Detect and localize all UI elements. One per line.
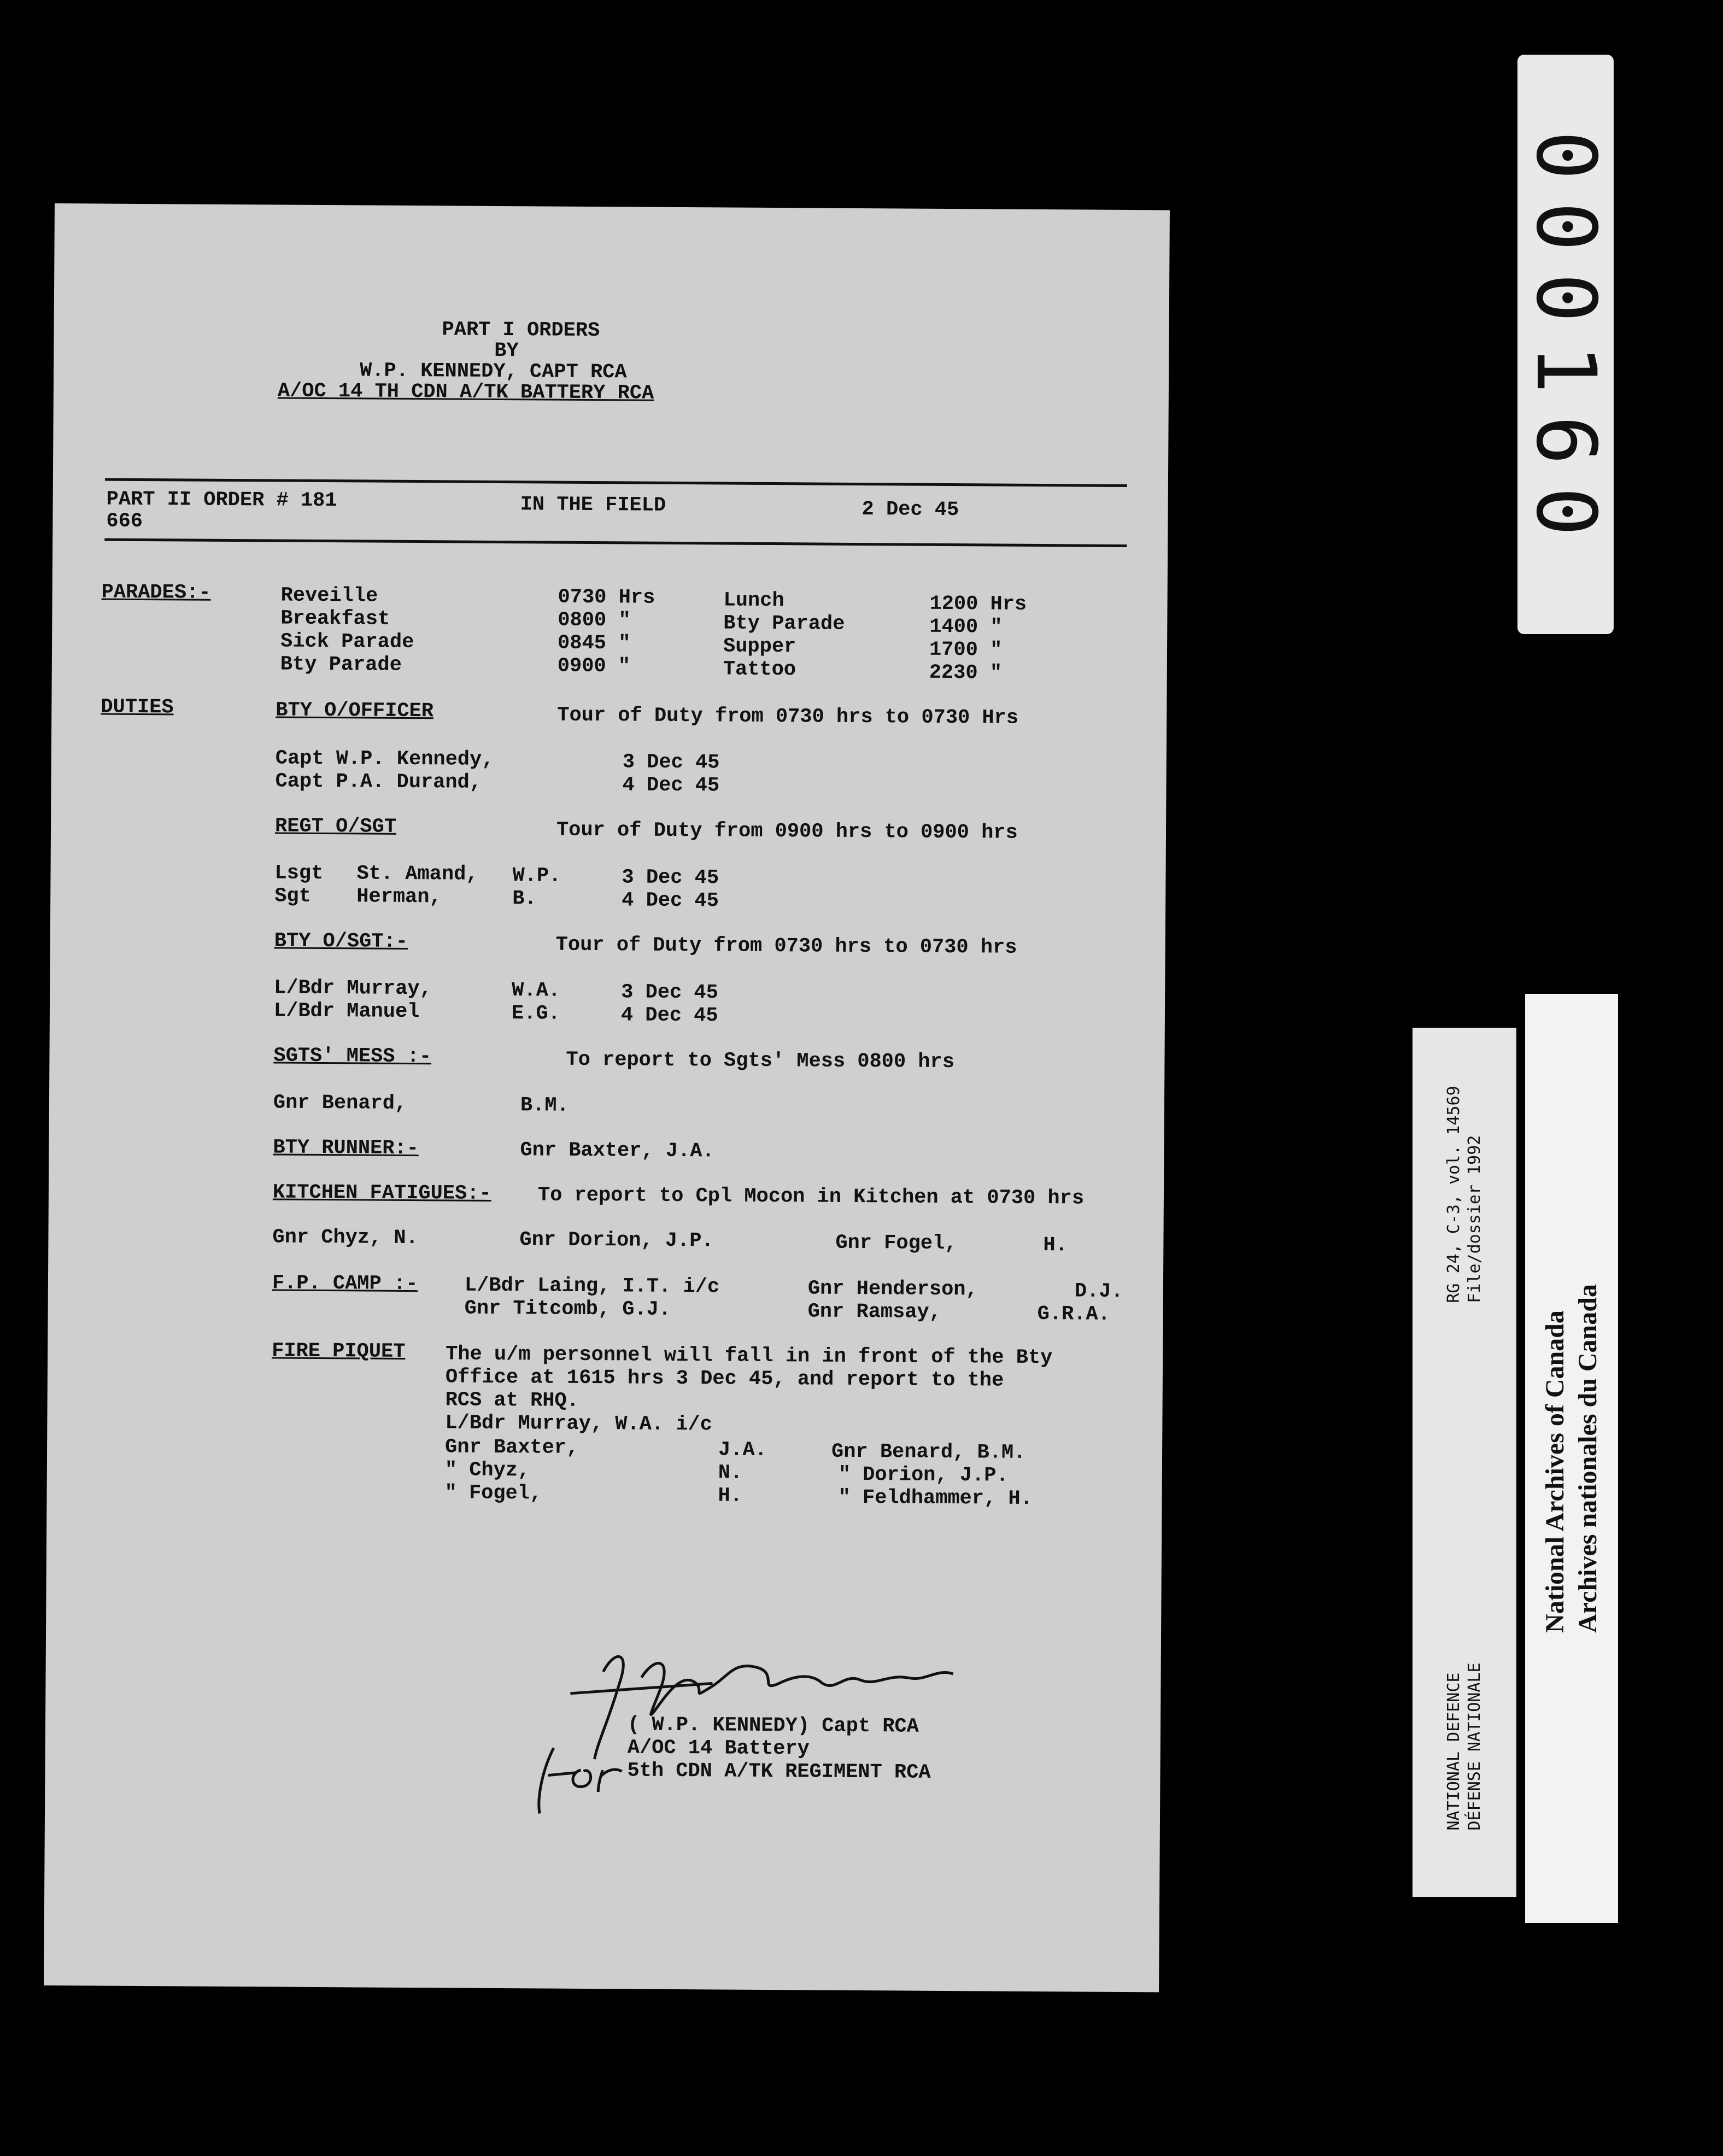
frame-number-tab <box>1517 55 1614 634</box>
header-issuer: W.P. KENNEDY, CAPT RCA <box>360 359 627 384</box>
divider-bottom <box>104 538 1127 547</box>
signature-for <box>548 1754 587 1782</box>
sgts-mess-title: SGTS' MESS :- <box>273 1044 432 1069</box>
sgts-mess-text: To report to Sgts' Mess 0800 hrs <box>566 1048 955 1074</box>
archive-reference <box>1444 1086 1485 1303</box>
fire-piquet-text: Office at 1615 hrs 3 Dec 45, and report to the <box>445 1366 1004 1392</box>
kitchen-text: To report to Cpl Mocon in Kitchen at 0730 hrs <box>537 1184 1085 1210</box>
bty-sgt-initials: E.G. <box>511 1002 560 1026</box>
kitchen-title: KITCHEN FATIGUES:- <box>272 1181 491 1205</box>
fire-piquet-name: Gnr Benard, B.M. <box>831 1440 1026 1464</box>
fire-piquet-initials: N. <box>718 1461 743 1485</box>
bty-sgt-name: L/Bdr Manuel <box>273 999 420 1024</box>
archives-name-en: National Archives of Canada <box>1540 1310 1569 1633</box>
fire-piquet-initials: J.A. <box>718 1438 767 1462</box>
fp-camp-title: F.P. CAMP :- <box>272 1272 418 1296</box>
order-sub-number: 666 <box>106 509 143 533</box>
header-title: PART I ORDERS <box>442 318 600 343</box>
signature-unit-line: 5th CDN A/TK REGIMENT RCA <box>627 1759 931 1784</box>
department-line: NATIONAL DEFENCE <box>1444 1672 1463 1831</box>
parade-time: 0900 " <box>557 654 631 678</box>
parade-name: Reveille <box>280 584 378 608</box>
parade-name: Bty Parade <box>280 653 402 677</box>
kitchen-person: Gnr Fogel, <box>835 1231 957 1256</box>
bty-runner-title: BTY RUNNER:- <box>273 1136 419 1161</box>
parade-time: 1200 Hrs <box>929 592 1027 616</box>
fp-camp-initials: D.J. <box>1074 1280 1123 1303</box>
parade-name: Supper <box>723 635 796 659</box>
regt-sgt-date: 4 Dec 45 <box>622 889 719 913</box>
bty-officer-name: Capt W.P. Kennedy, <box>275 747 494 771</box>
national-archives-label <box>1539 1284 1604 1633</box>
parade-time: 1400 " <box>929 615 1003 639</box>
bty-runner-text: Gnr Baxter, J.A. <box>520 1139 714 1163</box>
fire-piquet-initials: H. <box>718 1484 743 1508</box>
bty-sgt-initials: W.A. <box>512 979 561 1003</box>
order-date: 2 Dec 45 <box>862 498 959 522</box>
parade-name: Breakfast <box>280 607 390 631</box>
national-archives-strip <box>1525 994 1618 1923</box>
parade-name: Sick Parade <box>280 630 414 654</box>
archive-reference-strip <box>1413 1028 1516 1897</box>
fp-camp-line: Gnr Ramsay, <box>807 1300 942 1324</box>
signature-title-line: A/OC 14 Battery <box>627 1736 810 1761</box>
department-label <box>1444 1662 1485 1830</box>
divider-top <box>105 478 1127 487</box>
fp-camp-line: Gnr Titcomb, G.J. <box>464 1297 671 1321</box>
bty-officer-tour: Tour of Duty from 0730 hrs to 0730 Hrs <box>557 704 1019 730</box>
fire-piquet-text: The u/m personnel will fall in in front of the Bty <box>446 1343 1053 1370</box>
fp-camp-initials: G.R.A. <box>1037 1303 1110 1326</box>
order-number: PART II ORDER # 181 <box>106 488 337 513</box>
bty-officer-name: Capt P.A. Durand, <box>275 770 482 794</box>
bty-sgt-tour: Tour of Duty from 0730 hrs to 0730 hrs <box>555 933 1017 959</box>
regt-sgt-tour: Tour of Duty from 0900 hrs to 0900 hrs <box>556 818 1018 845</box>
parade-time: 1700 " <box>929 638 1003 662</box>
parade-time: 0730 Hrs <box>558 585 655 610</box>
bty-officer-date: 3 Dec 45 <box>622 751 720 775</box>
header-unit: A/OC 14 TH CDN A/TK BATTERY RCA <box>277 379 654 405</box>
fire-piquet-name: " Dorion, J.P. <box>838 1463 1009 1487</box>
parade-name: Lunch <box>723 589 784 613</box>
parade-name: Tattoo <box>723 658 796 682</box>
regt-sgt-initials: B. <box>512 887 537 911</box>
parade-name: Bty Parade <box>723 612 845 636</box>
sgts-mess-initials: B.M. <box>520 1094 569 1117</box>
duties-label: DUTIES <box>101 695 174 719</box>
fire-piquet-name: Gnr Baxter, <box>444 1436 579 1460</box>
kitchen-person-initials: H. <box>1043 1234 1068 1257</box>
fp-camp-line: Gnr Henderson, <box>807 1277 978 1302</box>
header-by: BY <box>494 339 519 363</box>
parade-time: 0800 " <box>558 608 631 632</box>
bty-officer-title: BTY O/OFFICER <box>276 699 434 723</box>
archive-ref-line: File/dossier 1992 <box>1465 1135 1484 1303</box>
regt-sgt-name: Herman, <box>356 885 442 909</box>
regt-sgt-rank: Sgt <box>274 884 312 908</box>
fire-piquet-title: FIRE PIQUET <box>272 1339 406 1363</box>
parade-time: 2230 " <box>929 661 1003 685</box>
kitchen-person: Gnr Chyz, N. <box>272 1226 419 1250</box>
regt-sgt-rank: Lsgt <box>274 862 324 886</box>
regt-sgt-name: St. Amand, <box>356 862 478 886</box>
document-page <box>44 203 1170 1992</box>
fire-piquet-ic: L/Bdr Murray, W.A. i/c <box>445 1411 712 1437</box>
order-location: IN THE FIELD <box>520 493 666 517</box>
bty-sgt-name: L/Bdr Murray, <box>274 976 432 1001</box>
department-line: DÉFENSE NATIONALE <box>1465 1662 1484 1831</box>
regt-sgt-initials: W.P. <box>512 864 561 888</box>
fire-piquet-name: " Fogel, <box>444 1481 542 1505</box>
parade-time: 0845 " <box>557 631 631 655</box>
signature-name-line: ( W.P. KENNEDY) Capt RCA <box>627 1713 919 1738</box>
bty-sgt-title: BTY O/SGT:- <box>274 929 408 953</box>
fire-piquet-text: RCS at RHQ. <box>445 1388 579 1413</box>
archives-name-fr: Archives nationales du Canada <box>1573 1284 1602 1633</box>
fp-camp-line: L/Bdr Laing, I.T. i/c <box>464 1274 720 1299</box>
regt-sgt-date: 3 Dec 45 <box>622 866 719 890</box>
frame-number: 000160 <box>1518 131 1613 558</box>
bty-sgt-date: 4 Dec 45 <box>620 1004 718 1028</box>
sgts-mess-name: Gnr Benard, <box>273 1091 407 1115</box>
bty-officer-date: 4 Dec 45 <box>622 774 720 798</box>
fire-piquet-name: " Chyz, <box>444 1458 530 1483</box>
bty-sgt-date: 3 Dec 45 <box>621 981 718 1005</box>
archive-ref-line: RG 24, C-3, vol. 14569 <box>1444 1086 1463 1303</box>
parades-label: PARADES:- <box>101 581 211 605</box>
kitchen-person: Gnr Dorion, J.P. <box>519 1228 714 1253</box>
regt-sgt-title: REGT O/SGT <box>274 815 397 839</box>
fire-piquet-name: " Feldhammer, H. <box>838 1486 1033 1510</box>
